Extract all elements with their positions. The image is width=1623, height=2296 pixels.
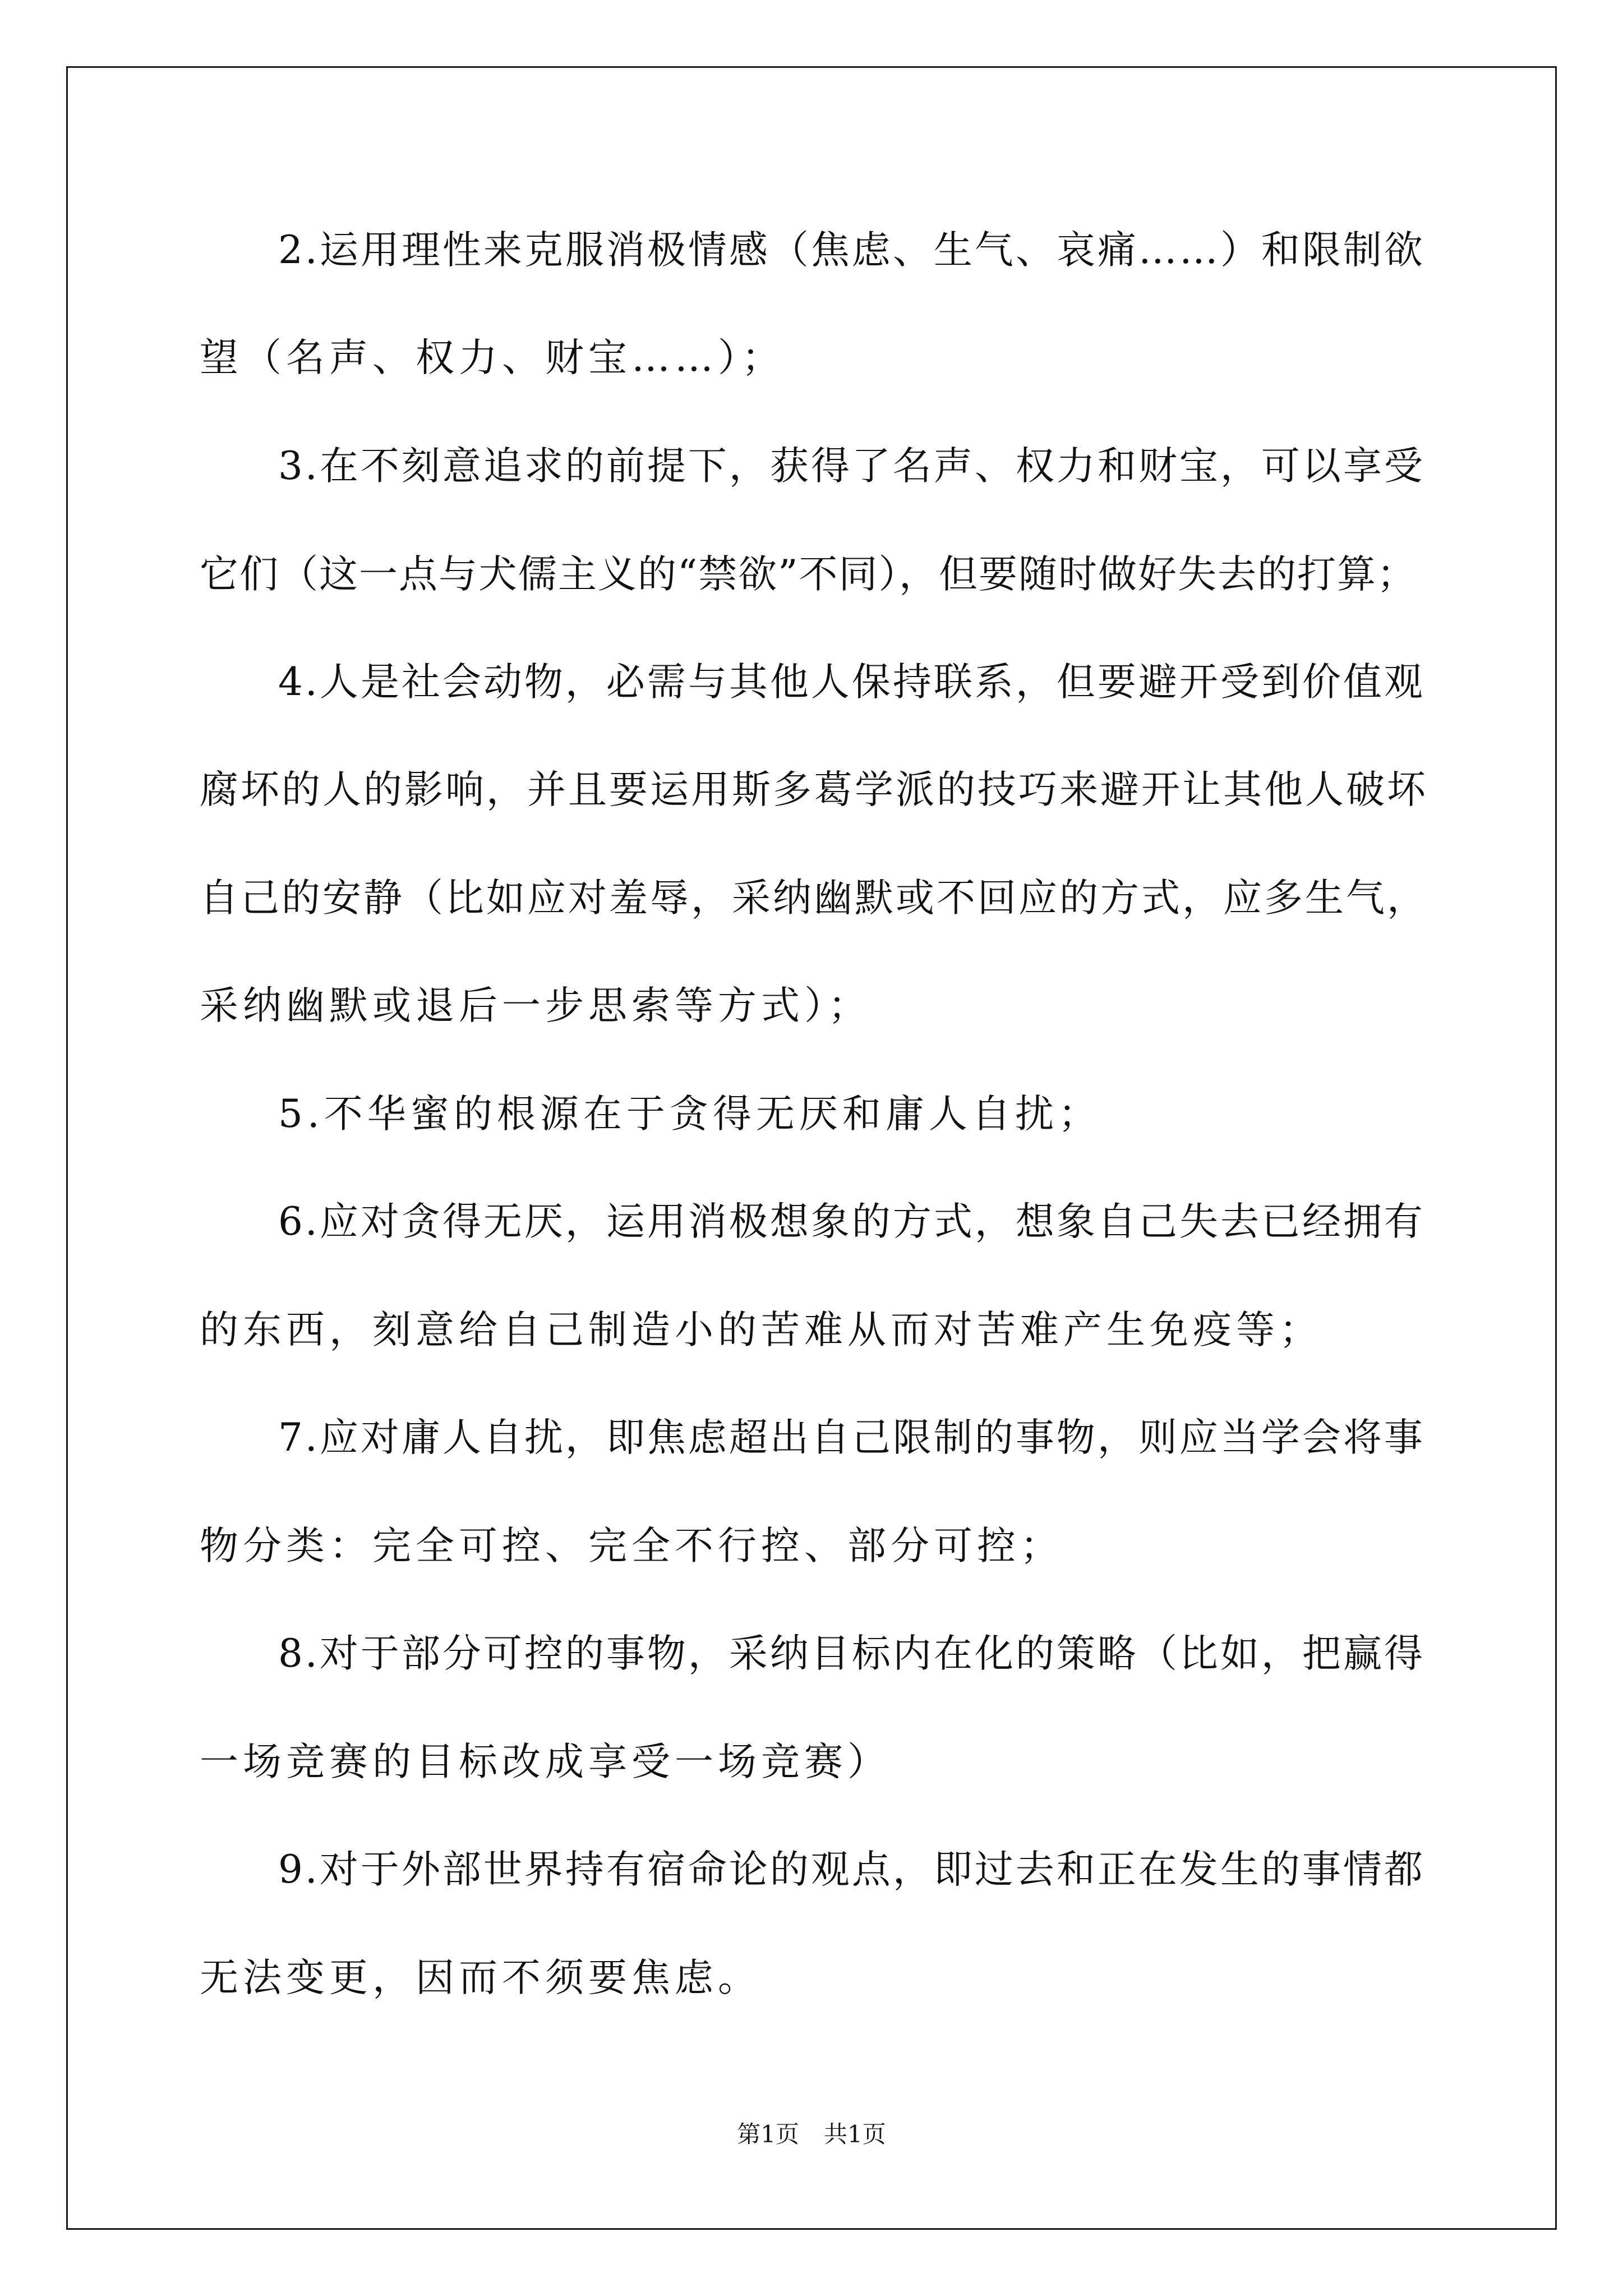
text-line-10: 6.应对贪得无厌，运用消极想象的方式，想象自己失去已经拥有 xyxy=(278,1199,1425,1244)
page-total: 共1页 xyxy=(824,2120,886,2148)
page-border xyxy=(66,66,1557,2230)
text-line-2: 望（名声、权力、财宝……）； xyxy=(200,335,785,380)
text-line-7: 自己的安静（比如应对羞辱，采纳幽默或不回应的方式，应多生气， xyxy=(200,876,1428,921)
text-line-13: 物分类：完全可控、完全不行控、部分可控； xyxy=(200,1524,1063,1568)
text-line-14: 8.对于部分可控的事物，采纳目标内在化的策略（比如，把赢得 xyxy=(278,1631,1425,1676)
text-line-12: 7.应对庸人自扰，即焦虑超出自己限制的事物，则应当学会将事 xyxy=(278,1415,1425,1460)
text-line-17: 无法变更，因而不须要焦虑。 xyxy=(200,1955,761,2000)
text-line-11: 的东西，刻意给自己制造小的苦难从而对苦难产生免疫等； xyxy=(200,1308,1322,1352)
text-line-6: 腐坏的人的影响，并且要运用斯多葛学派的技巧来避开让其他人破坏 xyxy=(200,767,1428,812)
text-line-16: 9.对于外部世界持有宿命论的观点，即过去和正在发生的事情都 xyxy=(278,1847,1425,1892)
text-line-8: 采纳幽默或退后一步思索等方式）； xyxy=(200,983,872,1028)
text-line-9: 5.不华蜜的根源在于贪得无厌和庸人自扰； xyxy=(278,1092,1101,1137)
text-line-5: 4.人是社会动物，必需与其他人保持联系，但要避开受到价值观 xyxy=(278,660,1425,705)
text-line-1: 2.运用理性来克服消极情感（焦虑、生气、哀痛……）和限制欲 xyxy=(278,228,1425,273)
text-line-3: 3.在不刻意追求的前提下，获得了名声、权力和财宝，可以享受 xyxy=(278,444,1425,489)
text-line-4: 它们（这一点与犬儒主义的“禁欲”不同），但要随时做好失去的打算； xyxy=(200,552,1417,597)
page-number: 第1页 xyxy=(737,2120,799,2148)
text-line-15: 一场竞赛的目标改成享受一场竞赛） xyxy=(200,1740,891,1784)
page-footer xyxy=(0,2120,1623,2148)
